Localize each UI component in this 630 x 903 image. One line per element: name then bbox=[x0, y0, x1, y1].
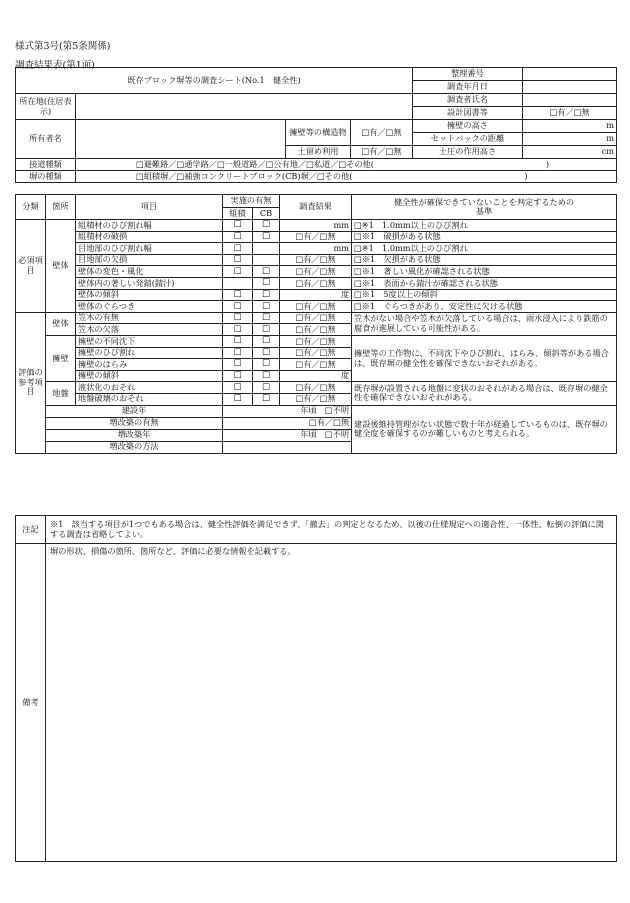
setback-unit[interactable]: m bbox=[523, 133, 617, 146]
soil-height-label: 土圧の作用高さ bbox=[413, 146, 523, 159]
admin-label-surveyor: 調査者氏名 bbox=[413, 94, 523, 107]
item-label: 笠木の欠落 bbox=[76, 324, 223, 336]
result-field[interactable]: □有／□無 bbox=[280, 393, 352, 405]
cb-checkbox[interactable]: □ bbox=[253, 359, 280, 371]
masonry-checkbox[interactable] bbox=[223, 277, 253, 289]
ref-number-field[interactable] bbox=[523, 68, 617, 81]
col-result: 調査結果 bbox=[280, 195, 352, 220]
reference-part: 擁壁 bbox=[46, 335, 76, 381]
table-row bbox=[16, 220, 617, 232]
history-value[interactable] bbox=[223, 441, 352, 453]
survey-date-field[interactable] bbox=[523, 81, 617, 94]
result-field[interactable]: mm bbox=[280, 243, 352, 255]
earth-retain-value[interactable]: □有／□無 bbox=[351, 146, 413, 159]
masonry-checkbox[interactable]: □ bbox=[223, 382, 253, 394]
retaining-struct-label: 擁壁等の構造物 bbox=[286, 120, 351, 146]
remarks-text: 塀の形状、損傷の箇所、箇所など、評価に必要な情報を記載する。 bbox=[50, 546, 296, 556]
item-label: 目地部のひび割れ幅 bbox=[76, 243, 223, 255]
history-criteria: 建設後維持管理がない状態で数十年が経過しているものは、既存塀の健全度を確保するのが難しいものと考えられる。 bbox=[352, 405, 617, 453]
criteria-checkbox[interactable]: □※1 1.0mm以上のひび割れ bbox=[352, 220, 617, 232]
cb-checkbox[interactable]: □ bbox=[253, 347, 280, 359]
criteria-checkbox[interactable]: □※1 1.0mm以上のひび割れ bbox=[352, 243, 617, 255]
cb-checkbox[interactable]: □ bbox=[253, 324, 280, 336]
result-field[interactable]: □有／□無 bbox=[280, 231, 352, 243]
masonry-checkbox[interactable]: □ bbox=[223, 220, 253, 232]
retaining-struct-value[interactable]: □有／□無 bbox=[351, 120, 413, 146]
cb-checkbox[interactable] bbox=[253, 254, 280, 266]
item-label: 壁体の変色・風化 bbox=[76, 266, 223, 278]
table-row bbox=[16, 335, 617, 347]
cb-checkbox[interactable]: □ bbox=[253, 231, 280, 243]
earth-retain-label: 土留め利用 bbox=[286, 146, 351, 159]
item-label: 組積材のひび割れ幅 bbox=[76, 220, 223, 232]
survey-items-table bbox=[15, 194, 617, 454]
table-row bbox=[16, 243, 617, 255]
item-label: 擁壁の傾斜 bbox=[76, 370, 223, 382]
table-row bbox=[16, 266, 617, 278]
item-label: 擁壁の不同沈下 bbox=[76, 335, 223, 347]
table-row bbox=[16, 254, 617, 266]
masonry-checkbox[interactable]: □ bbox=[223, 243, 253, 255]
road-type-label: 接道種類 bbox=[16, 159, 76, 171]
history-value[interactable]: □有／□無 bbox=[223, 417, 352, 429]
survey-header-grid bbox=[15, 67, 617, 183]
owner-label: 所有者名 bbox=[16, 120, 76, 159]
road-type-options[interactable]: □避難路／□通学路／□一般道路／□公有地／□私道／□その他( ) bbox=[76, 159, 617, 171]
masonry-checkbox[interactable]: □ bbox=[223, 301, 253, 313]
history-value[interactable]: 年頃 □不明 bbox=[223, 429, 352, 441]
criteria-checkbox[interactable]: □※1 欠損がある状態 bbox=[352, 254, 617, 266]
masonry-checkbox[interactable]: □ bbox=[223, 359, 253, 371]
masonry-checkbox[interactable]: □ bbox=[223, 370, 253, 382]
criteria-checkbox[interactable]: □※1 表面から錆汁が確認される状態 bbox=[352, 277, 617, 289]
result-field[interactable]: □有／□無 bbox=[280, 266, 352, 278]
table-row bbox=[16, 382, 617, 394]
table-row bbox=[16, 301, 617, 313]
col-presence: 実施の有無 bbox=[223, 195, 280, 208]
cb-checkbox[interactable]: □ bbox=[253, 277, 280, 289]
table-row bbox=[16, 312, 617, 324]
history-value[interactable]: 年頃 □不明 bbox=[223, 405, 352, 417]
masonry-checkbox[interactable]: □ bbox=[223, 335, 253, 347]
criteria-checkbox[interactable]: □※1 著しい風化が確認される状態 bbox=[352, 266, 617, 278]
col-category: 分類 bbox=[16, 195, 46, 220]
item-label: 壁体のぐらつき bbox=[76, 301, 223, 313]
col-item: 項目 bbox=[76, 195, 223, 220]
soil-height-unit[interactable]: cm bbox=[523, 146, 617, 159]
history-label: 増改築の方法 bbox=[46, 441, 223, 453]
masonry-checkbox[interactable]: □ bbox=[223, 289, 253, 301]
criteria-checkbox[interactable]: □※1 ぐらつきがあり、安定性に欠ける状態 bbox=[352, 301, 617, 313]
surveyor-field[interactable] bbox=[523, 94, 617, 107]
result-field[interactable]: □有／□無 bbox=[280, 254, 352, 266]
item-label: 目地部の欠損 bbox=[76, 254, 223, 266]
location-label: 所在地(住居表示) bbox=[16, 94, 76, 120]
result-field[interactable]: □有／□無 bbox=[280, 312, 352, 324]
setback-label: セットバックの距離 bbox=[413, 133, 523, 146]
criteria-checkbox[interactable]: □※1 5度以上の傾斜 bbox=[352, 289, 617, 301]
required-category: 必須項目 bbox=[16, 220, 46, 313]
sheet-title: 既存ブロック塀等の調査シート(No.1 健全性) bbox=[16, 68, 413, 94]
item-label: 地盤破壊のおそれ bbox=[76, 393, 223, 405]
cb-checkbox[interactable]: □ bbox=[253, 382, 280, 394]
masonry-checkbox[interactable]: □ bbox=[223, 266, 253, 278]
remarks-label: 備考 bbox=[16, 544, 46, 862]
masonry-checkbox[interactable]: □ bbox=[223, 231, 253, 243]
item-label: 液状化のおそれ bbox=[76, 382, 223, 394]
item-label: 組積材の破損 bbox=[76, 231, 223, 243]
reference-category: 評価の参考項目 bbox=[16, 312, 46, 453]
result-field[interactable]: 度 bbox=[280, 289, 352, 301]
note-label: 注記 bbox=[16, 516, 46, 544]
result-field[interactable]: □有／□無 bbox=[280, 359, 352, 371]
cb-checkbox[interactable]: □ bbox=[253, 266, 280, 278]
reference-part: 地盤 bbox=[46, 382, 76, 405]
col-masonry: 組積 bbox=[223, 208, 253, 220]
cb-checkbox[interactable]: □ bbox=[253, 393, 280, 405]
cb-checkbox[interactable]: □ bbox=[253, 220, 280, 232]
history-label: 建設年 bbox=[46, 405, 223, 417]
result-field[interactable]: □有／□無 bbox=[280, 347, 352, 359]
history-label: 増改築年 bbox=[46, 429, 223, 441]
admin-label-date: 調査年月日 bbox=[413, 81, 523, 94]
form-number: 様式第3号(第5条関係) bbox=[15, 41, 111, 52]
masonry-checkbox[interactable]: □ bbox=[223, 393, 253, 405]
result-field[interactable]: □有／□無 bbox=[280, 301, 352, 313]
retaining-height-unit[interactable]: m bbox=[523, 120, 617, 133]
criteria-checkbox[interactable]: □※1 破損がある状態 bbox=[352, 231, 617, 243]
item-label: 擁壁のひび割れ bbox=[76, 347, 223, 359]
masonry-checkbox[interactable]: □ bbox=[223, 347, 253, 359]
criteria-text: 擁壁等の工作物に、不同沈下やひび割れ、はらみ、傾斜等がある場合は、既存塀の健全性を確保できないおそれがある。 bbox=[352, 335, 617, 381]
result-field[interactable]: □有／□無 bbox=[280, 382, 352, 394]
note-text: ※1 該当する項目が1つでもある場合は、健全性評価を満足できず、「撤去」の判定となるため、以後の仕様規定への適合性、一体性、転倒の評価に関する調査は省略してよい。 bbox=[46, 516, 617, 544]
sheet-number: 調査結果表(第1面) bbox=[15, 60, 95, 71]
result-field[interactable]: □有／□無 bbox=[280, 277, 352, 289]
remarks-field[interactable] bbox=[46, 544, 617, 862]
criteria-text: 笠木がない場合や笠木が欠落している場合は、雨水浸入により鉄筋の腐食が進展している可能性がある。 bbox=[352, 312, 617, 335]
wall-type-label: 塀の種類 bbox=[16, 171, 76, 183]
cb-checkbox[interactable]: □ bbox=[253, 335, 280, 347]
cb-checkbox[interactable]: □ bbox=[253, 370, 280, 382]
table-row bbox=[16, 289, 617, 301]
location-field[interactable] bbox=[76, 94, 413, 120]
table-row bbox=[16, 277, 617, 289]
result-field[interactable]: □有／□無 bbox=[280, 335, 352, 347]
retaining-height-label: 擁壁の高さ bbox=[413, 120, 523, 133]
result-field[interactable]: mm bbox=[280, 220, 352, 232]
masonry-checkbox[interactable]: □ bbox=[223, 324, 253, 336]
result-field[interactable]: □有／□無 bbox=[280, 324, 352, 336]
cb-checkbox[interactable]: □ bbox=[253, 289, 280, 301]
result-field[interactable]: 度 bbox=[280, 370, 352, 382]
design-docs-value[interactable]: □有／□無 bbox=[523, 107, 617, 120]
cb-checkbox[interactable] bbox=[253, 243, 280, 255]
cb-checkbox[interactable]: □ bbox=[253, 312, 280, 324]
item-label: 笠木の有無 bbox=[76, 312, 223, 324]
col-criteria: 健全性が確保できていないことを判定するための基準 bbox=[352, 195, 617, 220]
table-row bbox=[16, 231, 617, 243]
col-part: 箇所 bbox=[46, 195, 76, 220]
required-part: 壁体 bbox=[46, 220, 76, 313]
owner-field[interactable] bbox=[76, 120, 286, 159]
table-row bbox=[16, 405, 617, 417]
wall-type-options[interactable]: □組積塀／□補強コンクリートブロック(CB)塀／□その他( ) bbox=[76, 171, 617, 183]
cb-checkbox[interactable]: □ bbox=[253, 301, 280, 313]
history-label: 増改築の有無 bbox=[46, 417, 223, 429]
notes-table bbox=[15, 515, 617, 862]
criteria-text: 既存塀が設置される地盤に変状のおそれがある場合は、既存塀の健全性を確保できないおそれがある。 bbox=[352, 382, 617, 405]
masonry-checkbox[interactable]: □ bbox=[223, 254, 253, 266]
admin-label-docs: 設計図書等 bbox=[413, 107, 523, 120]
col-cb: CB bbox=[253, 208, 280, 220]
item-label: 壁体の傾斜 bbox=[76, 289, 223, 301]
reference-part: 壁体 bbox=[46, 312, 76, 335]
item-label: 壁体内の著しい発錆(錆汁) bbox=[76, 277, 223, 289]
masonry-checkbox[interactable]: □ bbox=[223, 312, 253, 324]
item-label: 擁壁のはらみ bbox=[76, 359, 223, 371]
admin-label-ref: 整理番号 bbox=[413, 68, 523, 81]
